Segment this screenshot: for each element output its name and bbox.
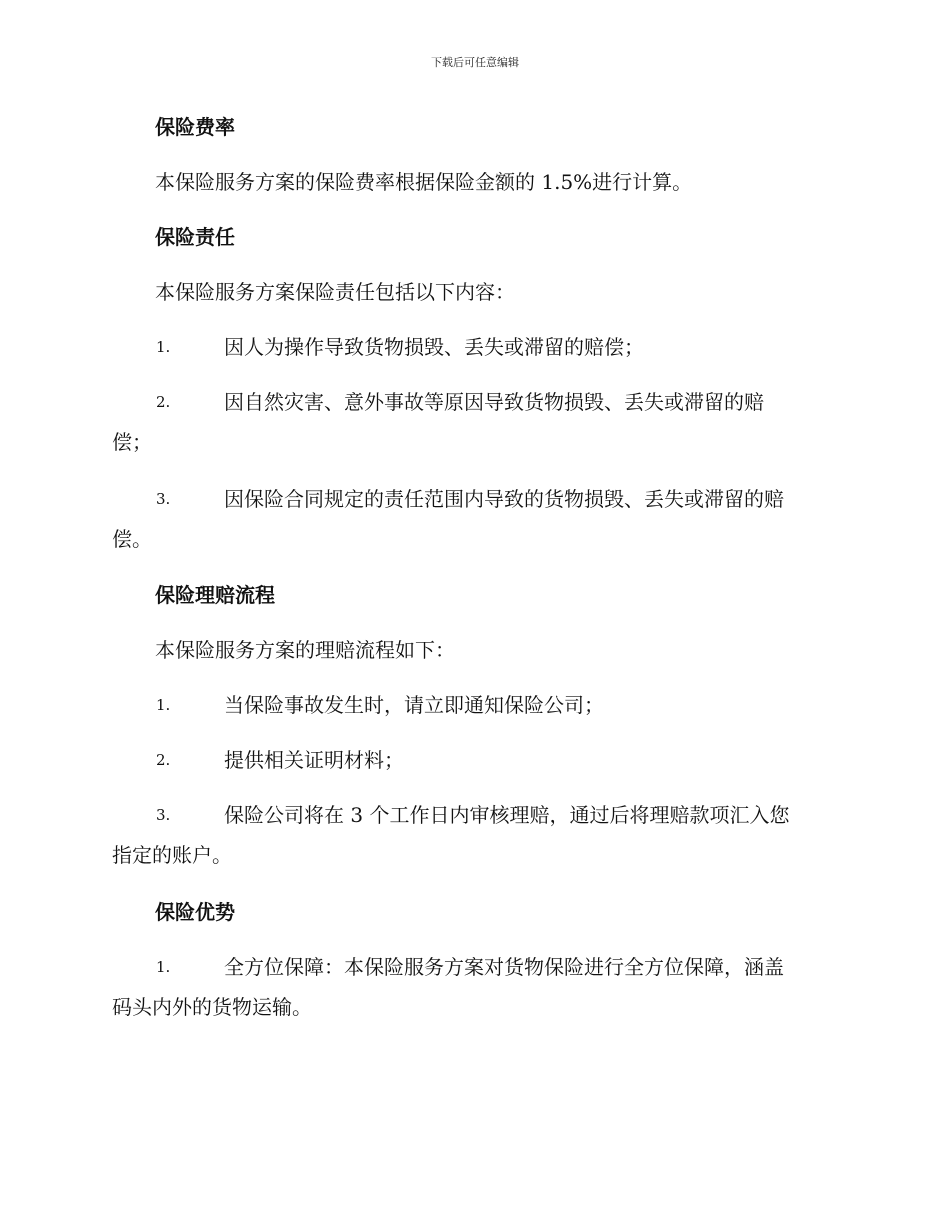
paragraph-liability: 本保险服务方案保险责任包括以下内容： [155,280,515,304]
list-item-text-continued: 码头内外的货物运输。 [112,995,312,1019]
list-item-number: 3. [156,490,171,508]
list-item-number: 2. [156,393,171,411]
page-header: 下载后可任意编辑 [431,56,519,69]
section-title-rate: 保险费率 [155,115,235,139]
paragraph-rate: 本保险服务方案的保险费率根据保险金额的 1.5%进行计算。 [155,170,693,194]
paragraph-claims: 本保险服务方案的理赔流程如下： [155,638,455,662]
list-item-text: 当保险事故发生时，请立即通知保险公司； [224,693,604,717]
section-title-liability: 保险责任 [155,225,235,249]
list-item-number: 1. [156,338,171,356]
list-item-text-continued: 指定的账户。 [112,843,232,867]
list-item-text-continued: 偿。 [112,527,152,551]
section-title-claims: 保险理赔流程 [155,583,275,607]
list-item-number: 1. [156,958,171,976]
list-item-text: 因人为操作导致货物损毁、丢失或滞留的赔偿； [224,335,644,359]
list-item-text: 因保险合同规定的责任范围内导致的货物损毁、丢失或滞留的赔 [224,487,784,511]
list-item-text: 因自然灾害、意外事故等原因导致货物损毁、丢失或滞留的赔 [224,390,764,414]
list-item-number: 1. [156,696,171,714]
list-item-number: 3. [156,806,171,824]
list-item-text: 保险公司将在 3 个工作日内审核理赔，通过后将理赔款项汇入您 [224,803,790,827]
section-title-advantages: 保险优势 [155,900,235,924]
list-item-text-continued: 偿； [112,430,152,454]
list-item-text: 提供相关证明材料； [224,748,404,772]
list-item-number: 2. [156,751,171,769]
list-item-text: 全方位保障：本保险服务方案对货物保险进行全方位保障，涵盖 [224,955,784,979]
